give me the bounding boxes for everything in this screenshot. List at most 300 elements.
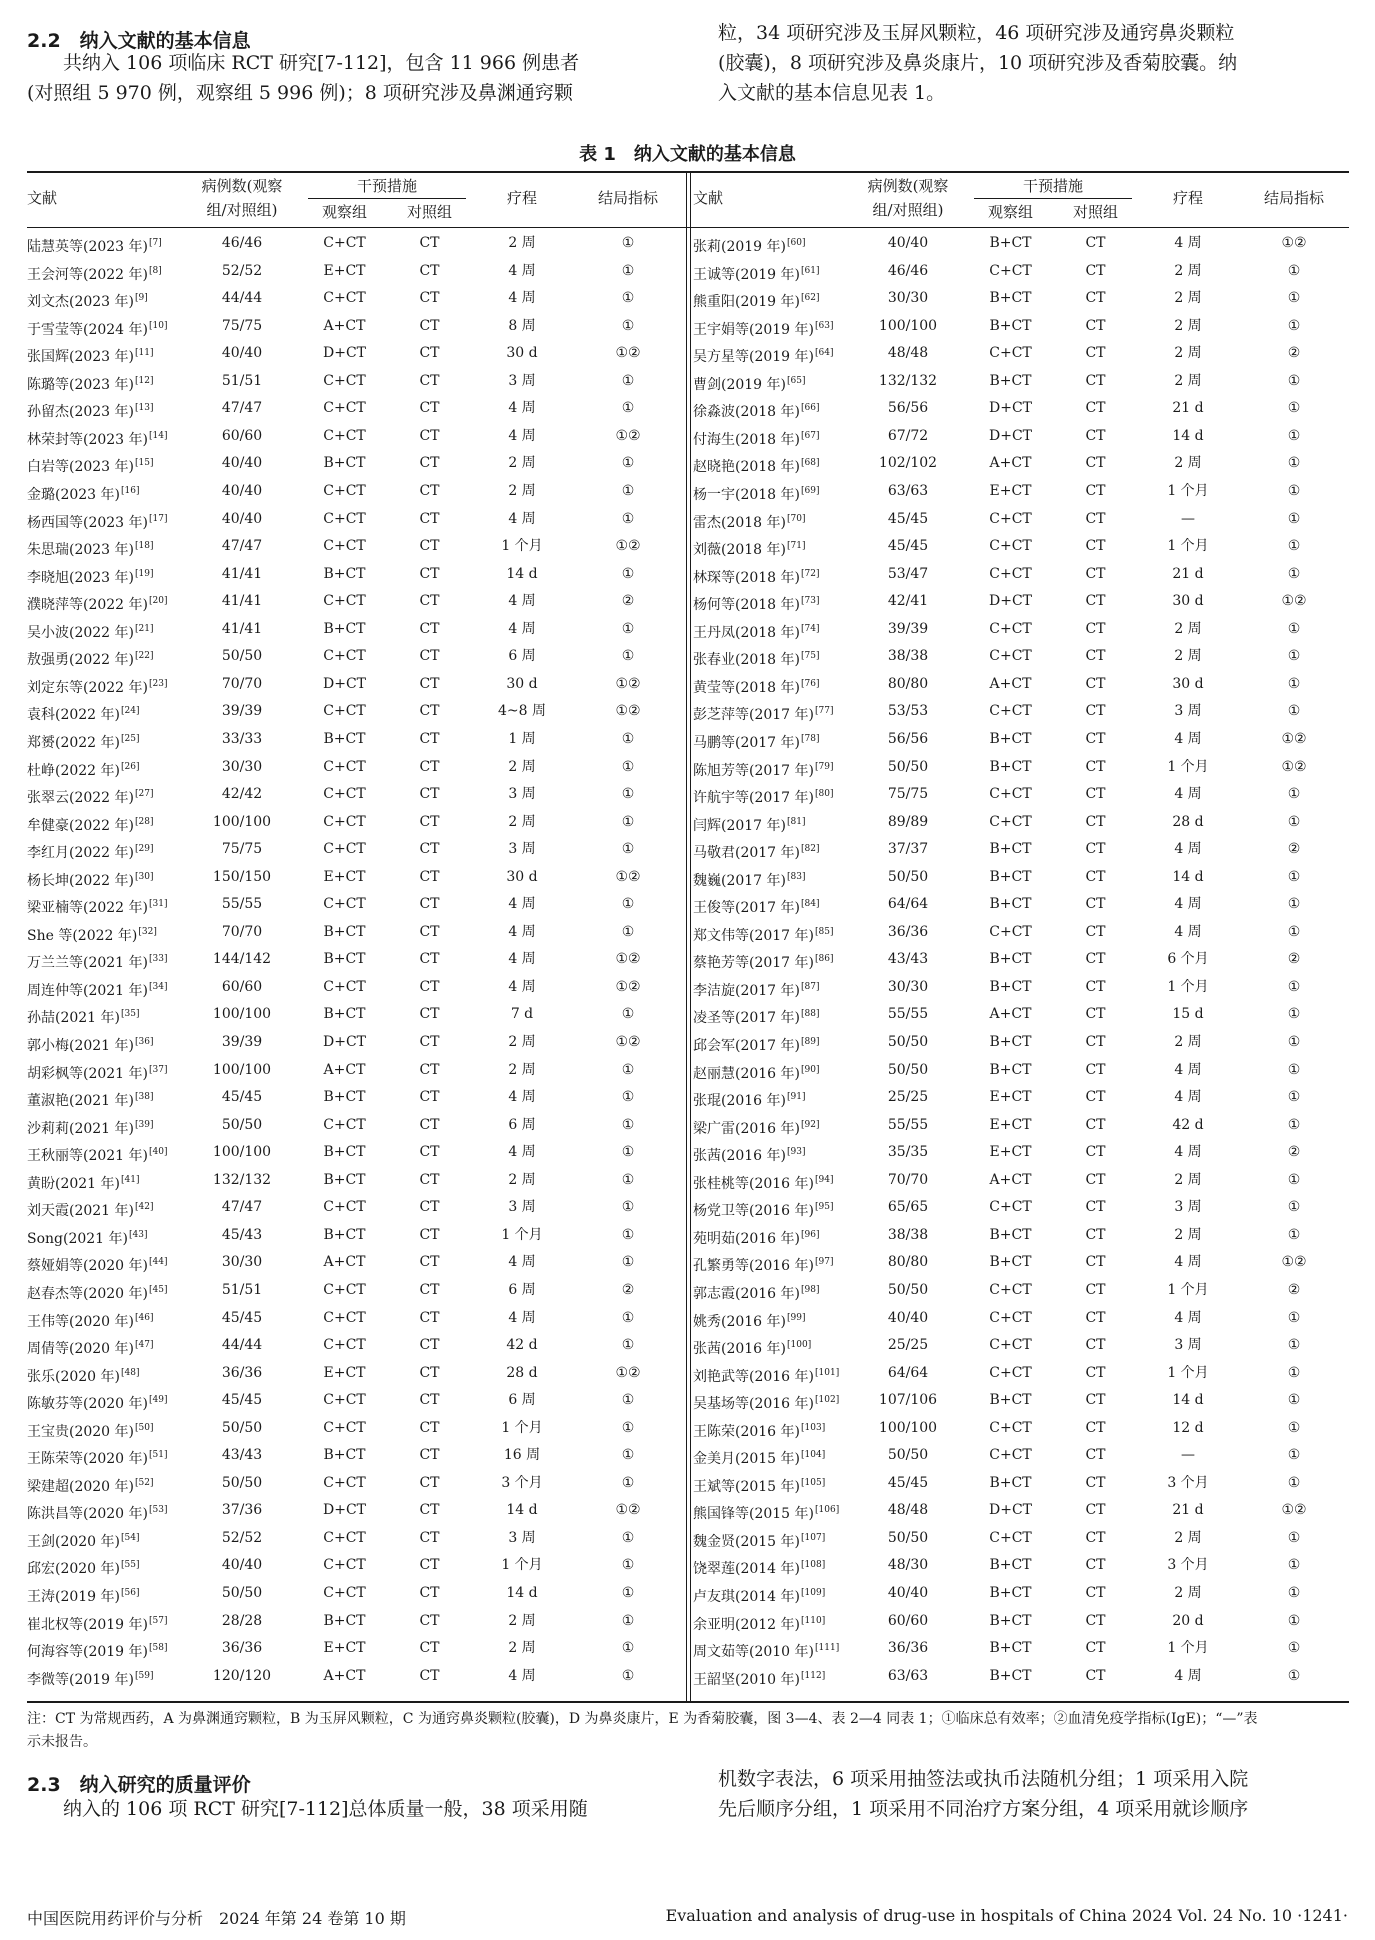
observation-group-cell: C+CT xyxy=(323,1585,366,1601)
course-cell: 4 周 xyxy=(1174,841,1202,858)
control-group-cell: CT xyxy=(419,317,440,334)
cases-cell: 50/50 xyxy=(887,1281,929,1298)
cases-cell: 50/50 xyxy=(887,1034,929,1050)
table-row xyxy=(27,1222,684,1249)
section-heading-2-3: 2.3 纳入研究的质量评价 xyxy=(27,1774,251,1796)
cases-cell: 28/28 xyxy=(221,1612,263,1629)
observation-group-cell: E+CT xyxy=(989,1144,1032,1161)
reference-number: [17] xyxy=(149,513,168,524)
control-group-cell: CT xyxy=(1085,290,1106,307)
study-name: 杨一宇(2018 年) xyxy=(693,487,801,503)
cases-cell: 52/52 xyxy=(221,262,263,279)
outcome-cell: ① xyxy=(621,317,635,334)
reference-number: [82] xyxy=(801,844,820,855)
outcome-cell: ① xyxy=(621,290,635,307)
course-cell: 2 周 xyxy=(1174,262,1202,279)
reference-number: [93] xyxy=(787,1147,806,1158)
cases-cell: 132/132 xyxy=(212,1171,272,1188)
reference-number: [16] xyxy=(121,486,140,496)
control-group-cell: CT xyxy=(1085,1171,1106,1188)
course-cell: 4 周 xyxy=(508,1254,536,1271)
study-name-cell xyxy=(27,1470,177,1497)
control-group-cell: CT xyxy=(419,675,440,692)
reference-number: [103] xyxy=(801,1422,826,1433)
table-row xyxy=(693,1663,1350,1690)
course-cell: 2 周 xyxy=(1174,1585,1202,1601)
table-row xyxy=(693,781,1350,808)
reference-number: [67] xyxy=(801,430,820,441)
study-name: 张琨(2016 年) xyxy=(693,1093,787,1110)
course-cell: 1 个月 xyxy=(1167,483,1209,499)
study-name-cell xyxy=(693,781,843,808)
observation-group-cell: C+CT xyxy=(323,758,366,775)
cases-cell: 41/41 xyxy=(221,620,263,637)
outcome-cell: ① xyxy=(1287,1337,1301,1353)
course-cell: 20 d xyxy=(1172,1612,1204,1629)
observation-group-cell: B+CT xyxy=(323,730,366,747)
course-cell: 2 周 xyxy=(508,483,536,499)
outcome-cell: ① xyxy=(621,648,635,665)
study-name: 袁科(2022 年) xyxy=(27,707,121,724)
cases-cell: 46/46 xyxy=(887,262,929,279)
course-cell: 30 d xyxy=(506,345,538,362)
outcome-cell: ① xyxy=(621,1612,635,1629)
cases-cell: 107/106 xyxy=(878,1392,938,1409)
note-line: 示未报告。 xyxy=(27,1734,97,1750)
cases-cell: 56/56 xyxy=(887,730,929,747)
outcome-cell: ① xyxy=(1287,1089,1301,1106)
text-line: 纳入的 106 项 RCT 研究[7-112]总体质量一般，38 项采用随 xyxy=(63,1798,588,1820)
reference-number: [84] xyxy=(801,899,820,910)
course-cell: 4 周 xyxy=(1174,235,1202,251)
table-row xyxy=(693,588,1350,615)
outcome-cell: ①② xyxy=(615,538,641,554)
cases-cell: 80/80 xyxy=(887,1254,929,1271)
study-name-cell xyxy=(27,561,177,588)
study-name: 魏巍(2017 年) xyxy=(693,872,787,889)
observation-group-cell: B+CT xyxy=(989,1474,1032,1491)
study-name-cell xyxy=(27,1360,177,1387)
cases-cell: 100/100 xyxy=(212,1006,272,1023)
study-name-cell xyxy=(27,506,177,533)
control-group-cell: CT xyxy=(1085,620,1106,637)
cases-cell: 42/42 xyxy=(221,786,263,802)
observation-group-cell: A+CT xyxy=(989,1171,1032,1188)
study-name-cell xyxy=(27,1415,177,1442)
outcome-cell: ① xyxy=(1287,923,1301,940)
control-group-cell: CT xyxy=(1085,1364,1106,1381)
reference-number: [111] xyxy=(815,1643,840,1653)
cases-cell: 51/51 xyxy=(221,1281,263,1298)
cases-cell: 63/63 xyxy=(887,483,929,499)
study-name: 李洁旋(2017 年) xyxy=(693,982,801,999)
cases-cell: 50/50 xyxy=(221,1474,263,1491)
observation-group-cell: B+CT xyxy=(989,1061,1032,1078)
outcome-cell: ① xyxy=(1287,1585,1301,1601)
observation-group-cell: C+CT xyxy=(323,1474,366,1491)
course-cell: 3 周 xyxy=(1174,703,1202,720)
study-name-cell xyxy=(693,230,843,257)
study-name: 张茜(2016 年) xyxy=(693,1148,787,1165)
cases-cell: 38/38 xyxy=(887,1226,929,1243)
course-cell: 2 周 xyxy=(1174,1226,1202,1243)
control-group-cell: CT xyxy=(1085,1585,1106,1601)
outcome-cell: ①② xyxy=(1281,1502,1307,1519)
study-name-cell xyxy=(27,781,177,808)
reference-number: [29] xyxy=(135,844,154,855)
control-group-cell: CT xyxy=(419,235,440,251)
outcome-cell: ① xyxy=(621,786,635,802)
control-group-cell: CT xyxy=(1085,345,1106,362)
cases-cell: 100/100 xyxy=(878,317,938,334)
observation-group-cell: B+CT xyxy=(323,1089,366,1106)
study-name: 朱思瑞(2023 年) xyxy=(27,542,135,558)
study-name: 杨何等(2018 年) xyxy=(693,597,801,614)
study-name-cell xyxy=(27,1525,177,1552)
table-row xyxy=(27,1249,684,1276)
study-name: 王涛(2019 年) xyxy=(27,1589,121,1605)
observation-group-cell: C+CT xyxy=(323,1281,366,1298)
cases-cell: 53/53 xyxy=(887,703,929,720)
control-group-cell: CT xyxy=(1085,400,1106,417)
table-row xyxy=(693,1139,1350,1166)
study-name: 张茜(2016 年) xyxy=(693,1341,787,1357)
table-header-rule xyxy=(27,227,1349,228)
control-group-cell: CT xyxy=(1085,1337,1106,1353)
outcome-cell: ① xyxy=(621,1061,635,1078)
text-line: 共纳入 106 项临床 RCT 研究[7-112]，包含 11 966 例患者 xyxy=(63,52,580,74)
study-name-cell xyxy=(693,285,843,312)
table-row xyxy=(693,1415,1350,1442)
table-row xyxy=(27,616,684,643)
control-group-cell: CT xyxy=(1085,235,1106,251)
reference-number: [40] xyxy=(149,1147,168,1158)
study-name: 姚秀(2016 年) xyxy=(693,1313,787,1330)
course-cell: 1 个月 xyxy=(501,1419,543,1436)
reference-number: [63] xyxy=(815,320,834,331)
outcome-cell: ① xyxy=(621,510,635,527)
reference-number: [46] xyxy=(135,1312,154,1323)
cases-cell: 40/40 xyxy=(221,510,263,527)
observation-group-cell: C+CT xyxy=(323,1116,366,1133)
observation-group-cell: D+CT xyxy=(988,427,1032,444)
study-name: 王诚等(2019 年) xyxy=(693,266,801,283)
reference-number: [15] xyxy=(135,458,154,469)
outcome-cell: ① xyxy=(621,1529,635,1546)
observation-group-cell: A+CT xyxy=(989,675,1032,692)
course-cell: 1 个月 xyxy=(501,1557,543,1574)
reference-number: [58] xyxy=(149,1643,168,1653)
control-group-cell: CT xyxy=(419,951,440,968)
cases-cell: 50/50 xyxy=(887,868,929,885)
table-row xyxy=(693,974,1350,1001)
control-group-cell: CT xyxy=(419,290,440,307)
reference-number: [37] xyxy=(149,1064,168,1075)
course-cell: 14 d xyxy=(506,1585,538,1601)
control-group-cell: CT xyxy=(419,1585,440,1601)
cases-cell: 75/75 xyxy=(887,786,929,802)
table-row xyxy=(693,313,1350,340)
text-line: (对照组 5 970 例，观察组 5 996 例)；8 项研究涉及鼻渊通窍颗 xyxy=(27,82,573,104)
study-name-cell xyxy=(27,423,177,450)
course-cell: 1 个月 xyxy=(1167,1364,1209,1381)
observation-group-cell: C+CT xyxy=(323,703,366,720)
control-group-cell: CT xyxy=(1085,1061,1106,1078)
study-name-cell xyxy=(693,1552,843,1579)
course-cell: 7 d xyxy=(510,1006,534,1023)
outcome-cell: ① xyxy=(621,841,635,858)
outcome-cell: ② xyxy=(621,1281,635,1298)
course-cell: 3 周 xyxy=(508,1529,536,1546)
cases-cell: 40/40 xyxy=(887,1585,929,1601)
observation-group-cell: C+CT xyxy=(323,978,366,995)
course-cell: 4~8 周 xyxy=(498,703,546,720)
reference-number: [44] xyxy=(149,1257,168,1268)
study-name: 沙莉莉(2021 年) xyxy=(27,1120,135,1137)
table-row xyxy=(693,809,1350,836)
reference-number: [49] xyxy=(149,1395,168,1406)
study-name: 郭小梅(2021 年) xyxy=(27,1038,135,1054)
outcome-cell: ①② xyxy=(1281,1254,1307,1271)
cases-cell: 40/40 xyxy=(887,235,929,251)
outcome-cell: ①② xyxy=(1281,758,1307,775)
table-row xyxy=(27,368,684,395)
control-group-cell: CT xyxy=(419,703,440,720)
outcome-cell: ①② xyxy=(615,978,641,995)
cases-cell: 30/30 xyxy=(887,978,929,995)
control-group-cell: CT xyxy=(419,538,440,554)
control-group-cell: CT xyxy=(419,1502,440,1519)
control-group-cell: CT xyxy=(419,1612,440,1629)
outcome-cell: ① xyxy=(1287,1171,1301,1188)
table-row xyxy=(693,1084,1350,1111)
study-name-cell xyxy=(693,1305,843,1332)
course-cell: 2 周 xyxy=(1174,372,1202,389)
table-row xyxy=(693,1222,1350,1249)
study-name-cell xyxy=(693,1580,843,1607)
study-name: 孙留杰(2023 年) xyxy=(27,404,135,421)
study-name: 杨党卫等(2016 年) xyxy=(693,1203,815,1220)
study-name-cell xyxy=(693,891,843,918)
cases-cell: 45/45 xyxy=(221,1392,263,1409)
cases-cell: 41/41 xyxy=(221,565,263,582)
header-intervention-rule xyxy=(308,198,466,199)
text-line: (胶囊)，8 项研究涉及鼻炎康片，10 项研究涉及香菊胶囊。纳 xyxy=(718,52,1238,74)
study-name: 李晓旭(2023 年) xyxy=(27,569,135,586)
table-row xyxy=(693,285,1350,312)
control-group-cell: CT xyxy=(1085,1419,1106,1436)
study-name-cell xyxy=(27,1222,177,1249)
course-cell: 8 周 xyxy=(508,317,536,334)
control-group-cell: CT xyxy=(1085,1089,1106,1106)
observation-group-cell: C+CT xyxy=(323,1392,366,1409)
control-group-cell: CT xyxy=(1085,896,1106,913)
course-cell: 4 周 xyxy=(508,1667,536,1684)
study-name: 闫辉(2017 年) xyxy=(693,817,787,834)
table-row xyxy=(693,1277,1350,1304)
outcome-cell: ① xyxy=(1287,372,1301,389)
study-name: 王陈荣等(2020 年) xyxy=(27,1451,149,1468)
outcome-cell: ① xyxy=(621,1474,635,1491)
table-row xyxy=(693,1580,1350,1607)
study-name: 牟健豪(2022 年) xyxy=(27,817,135,834)
outcome-cell: ①② xyxy=(615,868,641,885)
cases-cell: 36/36 xyxy=(221,1640,263,1656)
study-name: 卢友琪(2014 年) xyxy=(693,1589,801,1605)
course-cell: 2 周 xyxy=(1174,620,1202,637)
observation-group-cell: D+CT xyxy=(322,675,366,692)
study-name-cell xyxy=(693,1360,843,1387)
cases-cell: 45/45 xyxy=(887,510,929,527)
study-name-cell xyxy=(27,1580,177,1607)
cases-cell: 64/64 xyxy=(887,1364,929,1381)
study-name: 王剑(2020 年) xyxy=(27,1533,121,1550)
cases-cell: 42/41 xyxy=(887,593,929,610)
reference-number: [23] xyxy=(149,678,168,689)
outcome-cell: ① xyxy=(1287,317,1301,334)
study-name-cell xyxy=(693,726,843,753)
study-name-cell xyxy=(27,258,177,285)
reference-number: [105] xyxy=(801,1477,826,1488)
study-name-cell xyxy=(693,1194,843,1221)
outcome-cell: ① xyxy=(1287,1309,1301,1326)
outcome-cell: ① xyxy=(1287,1061,1301,1078)
study-name-cell xyxy=(693,478,843,505)
course-cell: 4 周 xyxy=(508,951,536,968)
cases-cell: 50/50 xyxy=(221,1585,263,1601)
table-row xyxy=(693,1470,1350,1497)
course-cell: 3 周 xyxy=(508,786,536,802)
cases-cell: 30/30 xyxy=(221,1254,263,1271)
control-group-cell: CT xyxy=(419,1337,440,1353)
outcome-cell: ① xyxy=(621,1557,635,1574)
outcome-cell: ① xyxy=(1287,400,1301,417)
outcome-cell: ① xyxy=(621,1171,635,1188)
study-name-cell xyxy=(693,754,843,781)
control-group-cell: CT xyxy=(419,1364,440,1381)
observation-group-cell: B+CT xyxy=(989,1612,1032,1629)
observation-group-cell: B+CT xyxy=(989,1226,1032,1243)
observation-group-cell: B+CT xyxy=(989,841,1032,858)
study-name-cell xyxy=(27,340,177,367)
reference-number: [86] xyxy=(815,954,834,965)
study-name: 万兰兰等(2021 年) xyxy=(27,955,149,972)
course-cell: 4 周 xyxy=(508,620,536,637)
study-name: 赵晓艳(2018 年) xyxy=(693,459,801,476)
cases-cell: 100/100 xyxy=(212,813,272,830)
course-cell: 14 d xyxy=(506,565,538,582)
study-name-cell xyxy=(693,1332,843,1359)
table-row xyxy=(27,1470,684,1497)
header-intervention: 干预措施 xyxy=(356,177,417,195)
reference-number: [110] xyxy=(801,1615,826,1626)
study-name: 王会河等(2022 年) xyxy=(27,266,149,283)
study-name: 杨长坤(2022 年) xyxy=(27,872,135,889)
course-cell: 6 周 xyxy=(508,1116,536,1133)
cases-cell: 39/39 xyxy=(221,703,263,720)
observation-group-cell: D+CT xyxy=(322,1502,366,1519)
reference-number: [64] xyxy=(815,348,834,359)
cases-cell: 47/47 xyxy=(221,1199,263,1216)
study-name: 刘艳武等(2016 年) xyxy=(693,1368,815,1385)
course-cell: 3 个月 xyxy=(1167,1557,1209,1574)
study-name-cell xyxy=(27,836,177,863)
outcome-cell: ① xyxy=(1287,262,1301,279)
reference-number: [68] xyxy=(801,458,820,469)
control-group-cell: CT xyxy=(1085,758,1106,775)
outcome-cell: ① xyxy=(621,1447,635,1464)
study-name: 赵春杰等(2020 年) xyxy=(27,1285,149,1302)
reference-number: [98] xyxy=(801,1284,820,1295)
cases-cell: 39/39 xyxy=(887,620,929,637)
reference-number: [107] xyxy=(801,1532,826,1543)
table-row xyxy=(27,506,684,533)
reference-number: [62] xyxy=(801,293,820,304)
course-cell: 2 周 xyxy=(508,758,536,775)
study-name-cell xyxy=(693,1222,843,1249)
table-row xyxy=(27,754,684,781)
observation-group-cell: C+CT xyxy=(323,538,366,554)
table-row xyxy=(27,1112,684,1139)
study-name-cell xyxy=(27,1139,177,1166)
outcome-cell: ①② xyxy=(1281,593,1307,610)
study-name-cell xyxy=(27,1249,177,1276)
study-name-cell xyxy=(27,1029,177,1056)
reference-number: [112] xyxy=(801,1670,826,1681)
reference-number: [66] xyxy=(801,403,820,414)
cases-cell: 75/75 xyxy=(221,317,263,334)
table-row xyxy=(27,919,684,946)
cases-cell: 75/75 xyxy=(221,841,263,858)
outcome-cell: ① xyxy=(1287,427,1301,444)
cases-cell: 100/100 xyxy=(212,1144,272,1161)
course-cell: 4 周 xyxy=(1174,896,1202,913)
control-group-cell: CT xyxy=(1085,593,1106,610)
cases-cell: 70/70 xyxy=(221,923,263,940)
study-name: 李红月(2022 年) xyxy=(27,845,135,862)
observation-group-cell: C+CT xyxy=(323,896,366,913)
reference-number: [8] xyxy=(149,265,162,276)
table-row xyxy=(693,1387,1350,1414)
cases-cell: 37/37 xyxy=(887,841,929,858)
observation-group-cell: B+CT xyxy=(989,1392,1032,1409)
course-cell: 30 d xyxy=(506,868,538,885)
table-row xyxy=(27,1305,684,1332)
cases-cell: 36/36 xyxy=(887,923,929,940)
observation-group-cell: C+CT xyxy=(323,235,366,251)
outcome-cell: ①② xyxy=(615,951,641,968)
outcome-cell: ① xyxy=(621,730,635,747)
table-row xyxy=(27,1029,684,1056)
control-group-cell: CT xyxy=(419,896,440,913)
observation-group-cell: B+CT xyxy=(323,923,366,940)
cases-cell: 44/44 xyxy=(221,290,263,307)
control-group-cell: CT xyxy=(1085,1226,1106,1243)
table-row xyxy=(693,395,1350,422)
observation-group-cell: B+CT xyxy=(323,1447,366,1464)
cases-cell: 25/25 xyxy=(887,1337,929,1353)
course-cell: 4 周 xyxy=(1174,1667,1202,1684)
study-name: 周连仲等(2021 年) xyxy=(27,982,149,999)
table-row xyxy=(693,698,1350,725)
footer-journal-en: Evaluation and analysis of drug-use in hospitals of China 2024 Vol. 24 No. 10 ·1241· xyxy=(665,1906,1348,1925)
header-cases-sub: 组/对照组) xyxy=(872,201,944,219)
table-row xyxy=(27,809,684,836)
table-row xyxy=(27,1552,684,1579)
cases-cell: 50/50 xyxy=(887,1061,929,1078)
course-cell: 1 周 xyxy=(508,730,536,747)
control-group-cell: CT xyxy=(419,841,440,858)
